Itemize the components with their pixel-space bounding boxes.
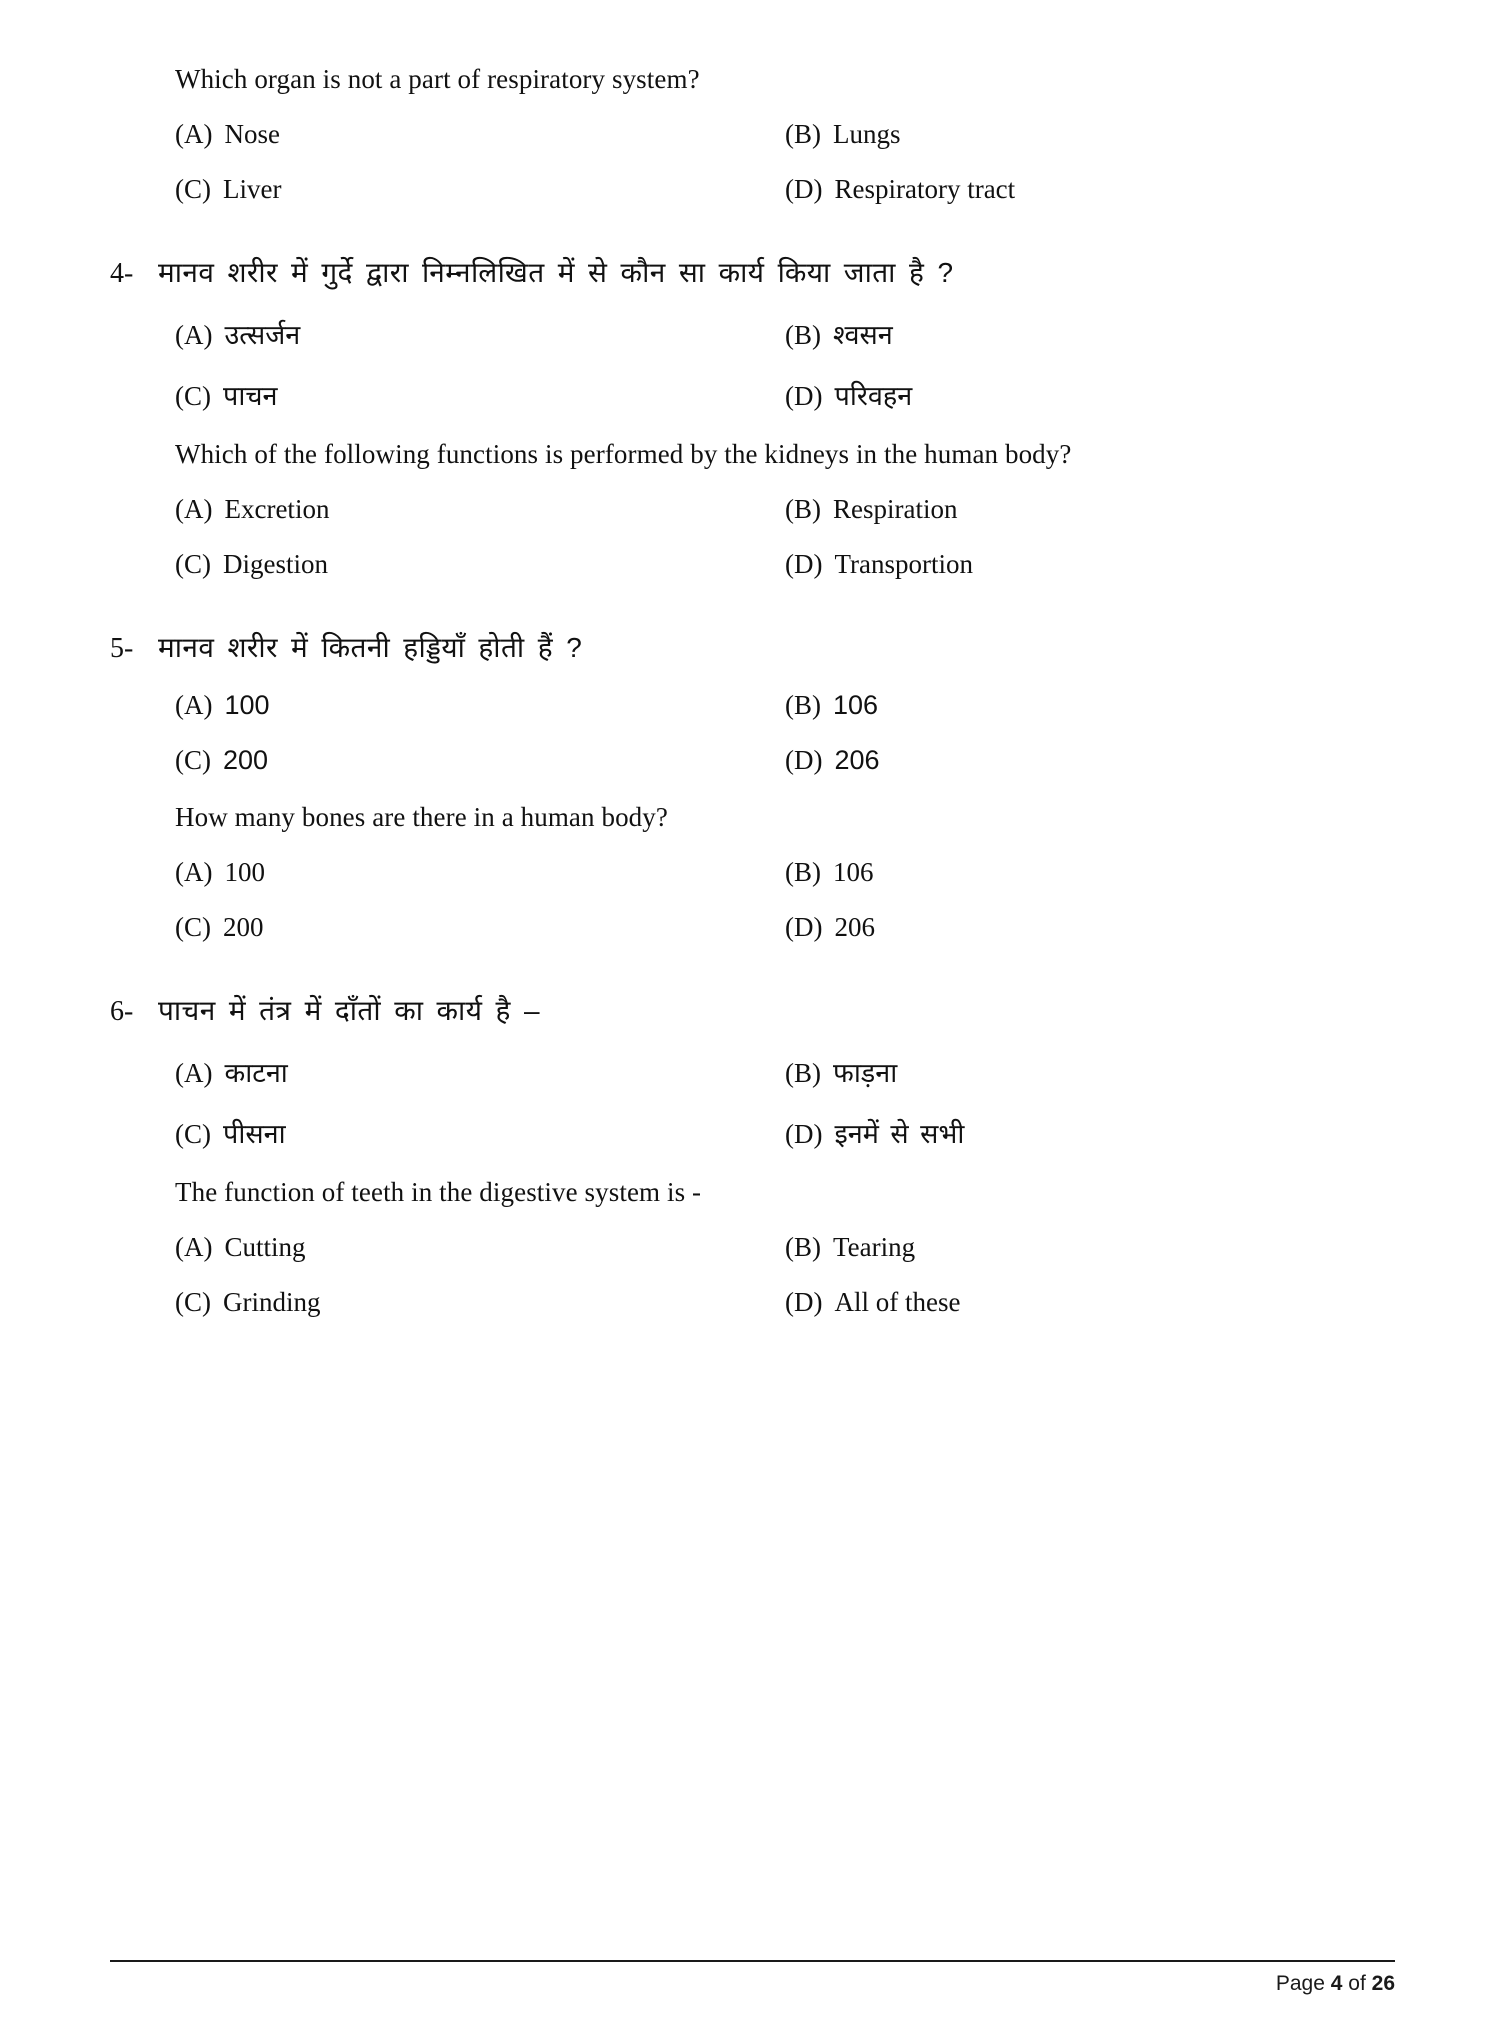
option-text: श्वसन (833, 320, 893, 350)
option-c[interactable] (175, 912, 785, 943)
option-b[interactable] (785, 119, 1395, 150)
option-label: (B) (785, 320, 821, 350)
option-d[interactable] (785, 549, 1395, 580)
option-label: (C) (175, 912, 211, 942)
option-text: All of these (834, 1287, 961, 1317)
option-label: (C) (175, 1119, 211, 1149)
option-text: 200 (223, 745, 269, 775)
page-indicator-total: 26 (1371, 1972, 1395, 1995)
question-block-q4 (110, 253, 1395, 580)
option-c[interactable] (175, 174, 785, 205)
option-label: (D) (785, 381, 823, 411)
option-text: फाड़ना (833, 1058, 898, 1088)
options-hindi (175, 690, 1395, 776)
option-label: (A) (175, 494, 213, 524)
option-label: (D) (785, 1287, 823, 1317)
option-c[interactable] (175, 745, 785, 776)
option-label: (D) (785, 174, 823, 204)
option-text: पाचन (223, 381, 278, 411)
option-label: (A) (175, 857, 213, 887)
option-text: Nose (224, 119, 280, 149)
option-label: (A) (175, 320, 213, 350)
option-c[interactable] (175, 1287, 785, 1318)
option-b[interactable] (785, 315, 1395, 352)
question-stem-hindi: मानव शरीर में गुर्दे द्वारा निम्नलिखित में से कौन सा कार्य किया जाता है ? (158, 257, 954, 288)
option-b[interactable] (785, 857, 1395, 888)
option-d[interactable] (785, 1287, 1395, 1318)
option-row (175, 1114, 1395, 1151)
option-label: (D) (785, 912, 823, 942)
option-row (175, 315, 1395, 352)
page-indicator-number: 4 (1330, 1972, 1343, 1995)
option-text: Cutting (224, 1232, 306, 1262)
option-label: (B) (785, 119, 821, 149)
question-stem-english: How many bones are there in a human body? (175, 802, 668, 832)
question-block-q6 (110, 991, 1395, 1318)
options-hindi (175, 1053, 1395, 1151)
option-row (175, 174, 1395, 205)
options-english (175, 1232, 1395, 1318)
question-stem-hindi: पाचन में तंत्र में दाँतों का कार्य है – (158, 995, 540, 1026)
option-text: Liver (223, 174, 282, 204)
option-label: (B) (785, 1058, 821, 1088)
question-number: 6- (110, 996, 134, 1027)
options-english (175, 119, 1395, 205)
option-text: परिवहन (834, 381, 913, 411)
option-label: (D) (785, 549, 823, 579)
question-block-q5 (110, 628, 1395, 943)
option-label: (D) (785, 1119, 823, 1149)
option-text: 206 (834, 912, 875, 942)
question-stem-hindi: मानव शरीर में कितनी हड्डियाँ होती हैं ? (158, 632, 583, 663)
question-number: 4- (110, 258, 134, 289)
option-d[interactable] (785, 376, 1395, 413)
question-stem-english: The function of teeth in the digestive system is - (175, 1177, 702, 1207)
option-text: पीसना (223, 1119, 286, 1149)
option-row (175, 494, 1395, 525)
page-indicator (110, 1962, 1395, 1996)
question-heading (110, 991, 1395, 1029)
option-text: 206 (834, 745, 880, 775)
option-row (175, 912, 1395, 943)
option-text: Respiratory tract (834, 174, 1016, 204)
option-text: इनमें से सभी (834, 1119, 965, 1149)
option-label: (C) (175, 381, 211, 411)
option-label: (A) (175, 690, 213, 720)
option-a[interactable] (175, 857, 785, 888)
question-stem-english: Which of the following functions is performed by the kidneys in the human body? (175, 439, 1072, 469)
option-label: (A) (175, 1232, 213, 1262)
options-hindi (175, 315, 1395, 413)
page-indicator-prefix: Page (1275, 1972, 1331, 1995)
option-row (175, 1053, 1395, 1090)
option-text: Grinding (223, 1287, 321, 1317)
option-c[interactable] (175, 549, 785, 580)
option-text: 200 (223, 912, 264, 942)
option-text: 106 (833, 690, 879, 720)
option-label: (B) (785, 1232, 821, 1262)
option-c[interactable] (175, 1114, 785, 1151)
option-label: (A) (175, 1058, 213, 1088)
option-label: (B) (785, 857, 821, 887)
option-text: 106 (833, 857, 874, 887)
option-b[interactable] (785, 690, 1395, 721)
option-label: (B) (785, 494, 821, 524)
option-b[interactable] (785, 494, 1395, 525)
option-row (175, 1287, 1395, 1318)
option-row (175, 690, 1395, 721)
option-row (175, 1232, 1395, 1263)
option-d[interactable] (785, 174, 1395, 205)
option-text: 100 (224, 690, 270, 720)
option-d[interactable] (785, 912, 1395, 943)
option-b[interactable] (785, 1053, 1395, 1090)
option-text: Respiration (833, 494, 958, 524)
question-heading (110, 628, 1395, 666)
page-footer (110, 1960, 1395, 1996)
option-row (175, 549, 1395, 580)
option-text: उत्सर्जन (224, 320, 301, 350)
option-a[interactable] (175, 494, 785, 525)
option-text: Transportion (834, 549, 974, 579)
option-a[interactable] (175, 1232, 785, 1263)
option-row (175, 857, 1395, 888)
option-text: काटना (224, 1058, 288, 1088)
option-label: (C) (175, 174, 211, 204)
question-number: 5- (110, 633, 134, 664)
option-text: Lungs (833, 119, 901, 149)
option-text: 100 (224, 857, 265, 887)
option-text: Excretion (224, 494, 330, 524)
option-a[interactable] (175, 119, 785, 150)
option-text: Tearing (833, 1232, 916, 1262)
option-c[interactable] (175, 376, 785, 413)
option-label: (B) (785, 690, 821, 720)
option-label: (D) (785, 745, 823, 775)
option-row (175, 119, 1395, 150)
option-label: (C) (175, 745, 211, 775)
option-label: (C) (175, 1287, 211, 1317)
option-b[interactable] (785, 1232, 1395, 1263)
options-english (175, 857, 1395, 943)
option-label: (C) (175, 549, 211, 579)
question-block-q3-continuation (110, 50, 1395, 205)
option-a[interactable] (175, 1053, 785, 1090)
question-heading (110, 253, 1395, 291)
question-stem-english: Which organ is not a part of respiratory system? (175, 64, 700, 94)
option-a[interactable] (175, 690, 785, 721)
options-english (175, 494, 1395, 580)
option-label: (A) (175, 119, 213, 149)
option-text: Digestion (223, 549, 328, 579)
option-row (175, 376, 1395, 413)
page-indicator-middle: of (1342, 1972, 1372, 1995)
option-d[interactable] (785, 745, 1395, 776)
option-a[interactable] (175, 315, 785, 352)
option-d[interactable] (785, 1114, 1395, 1151)
option-row (175, 745, 1395, 776)
